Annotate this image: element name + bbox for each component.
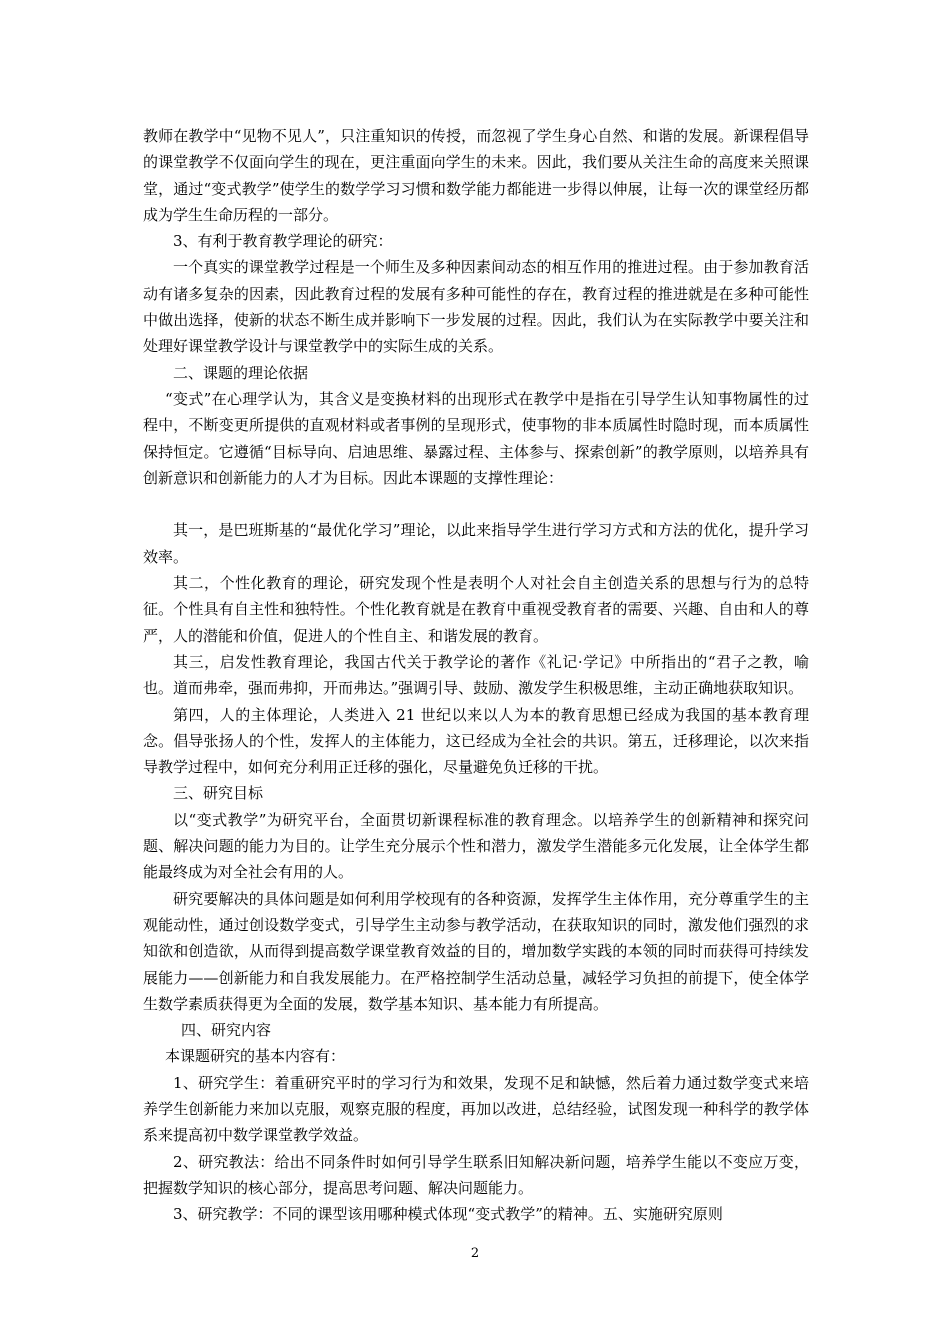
section-4-heading: 四、研究内容 xyxy=(181,1021,272,1040)
paragraph-intro: 教师在教学中“见物不见人”，只注重知识的传授，而忽视了学生身心自然、和谐的发展。新课程倡导的课堂教学不仅面向学生的现在，更注重面向学生的未来。因此，我们要从关注生命的高度来关照课堂，通过“变式教学”使学生的数学学习习惯和数学能力都能进一步得以伸展，让每一次的课堂经历都成为学生生命历程的一部分。 xyxy=(143,127,809,224)
paragraph-process: 一个真实的课堂教学过程是一个师生及多种因素间动态的相互作用的推进过程。由于参加教育活动有诸多复杂的因素，因此教育过程的发展有多种可能性的存在，教育过程的推进就是在多种可能性中做出选择，使新的状态不断生成并影响下一步发展的过程。因此，我们认为在实际教学中要关注和处理好课堂教学设计与课堂教学中的实际生成的关系。 xyxy=(143,258,809,356)
blank-line xyxy=(143,491,809,517)
paragraph-study-methods: 2、研究教法：给出不同条件时如何引导学生联系旧知解决新问题，培养学生能以不变应万变，把握数学知识的核心部分，提高思考问题、解决问题能力。 xyxy=(143,1152,809,1197)
paragraph-research-problem: 研究要解决的具体问题是如何利用学校现有的各种资源，发挥学生主体作用，充分尊重学生的主观能动性，通过创设数学变式，引导学生主动参与教学活动，在获取知识的同时，激发他们强烈的求知欲和创造欲，从而得到提高数学课堂教育效益的目的，增加数学实践的本领的同时而获得可持续发展能力——创新能力和自我发展能力。在严格控制学生活动总量，减轻学习负担的前提下，使全体学生数学素质获得更为全面的发展，数学基本知识、基本能力有所提高。 xyxy=(143,889,809,1013)
section-2-heading: 二、课题的理论依据 xyxy=(173,363,309,382)
paragraph-theory-3: 其三，启发性教育理论，我国古代关于教学论的著作《礼记·学记》中所指出的“君子之教，喻也。道而弗牵，强而弗抑，开而弗达。”强调引导、鼓励、激发学生积极思维，主动正确地获取知识。 xyxy=(143,652,809,698)
paragraph-research-goal: 以“变式教学”为研究平台，全面贯切新课程标准的教育理念。以培养学生的创新精神和探究问题、解决问题的能力为目的。让学生充分展示个性和潜力，激发学生潜能多元化发展，让全体学生都能最终成为对全社会有用的人。 xyxy=(143,810,809,882)
page-number: 2 xyxy=(470,1246,480,1261)
paragraph-study-teaching: 3、研究教学：不同的课型该用哪种模式体现“变式教学”的精神。五、实施研究原则 xyxy=(173,1205,723,1224)
paragraph-theory-4-5: 第四，人的主体理论，人类进入 21 世纪以来以人为本的教育思想已经成为我国的基本教育理念。倡导张扬人的个性，发挥人的主体能力，这已经成为全社会的共识。第五，迁移理论，以次来指导教学过程中，如何充分利用正迁移的强化，尽量避免负迁移的干扰。 xyxy=(143,705,809,777)
paragraph-theory-2: 其二，个性化教育的理论，研究发现个性是表明个人对社会自主创造关系的思想与行为的总特征。个性具有自主性和独特性。个性化教育就是在教育中重视受教育者的需要、兴趣、自由和人的尊严，人的潜能和价值，促进人的个性自主、和谐发展的教育。 xyxy=(143,574,809,645)
document-body xyxy=(143,123,809,1227)
item-3-heading: 3、有利于教育教学理论的研究： xyxy=(173,232,393,251)
paragraph-study-students: 1、研究学生：着重研究平时的学习行为和效果，发现不足和缺憾，然后着力通过数学变式来培养学生创新能力来加以克服，观察克服的程度，再加以改进，总结经验，试图发现一种科学的教学体系来提高初中数学课堂教学效益。 xyxy=(143,1073,809,1145)
paragraph-theory-1: 其一，是巴班斯基的“最优化学习”理论，以此来指导学生进行学习方式和方法的优化，提升学习效率。 xyxy=(143,521,809,566)
paragraph-variant-definition: “变式”在心理学认为，其含义是变换材料的出现形式在教学中是指在引导学生认知事物属性的过程中，不断变更所提供的直观材料或者事例的呈现形式，使事物的非本质属性时隐时现，而本质属性保持恒定。它遵循“目标导向、启迪思维、暴露过程、主体参与、探索创新”的教学原则，以培养具有创新意识和创新能力的人才为目标。因此本课题的支撑性理论： xyxy=(143,389,809,487)
paragraph-content-intro: 本课题研究的基本内容有： xyxy=(165,1047,346,1066)
section-3-heading: 三、研究目标 xyxy=(173,784,264,803)
